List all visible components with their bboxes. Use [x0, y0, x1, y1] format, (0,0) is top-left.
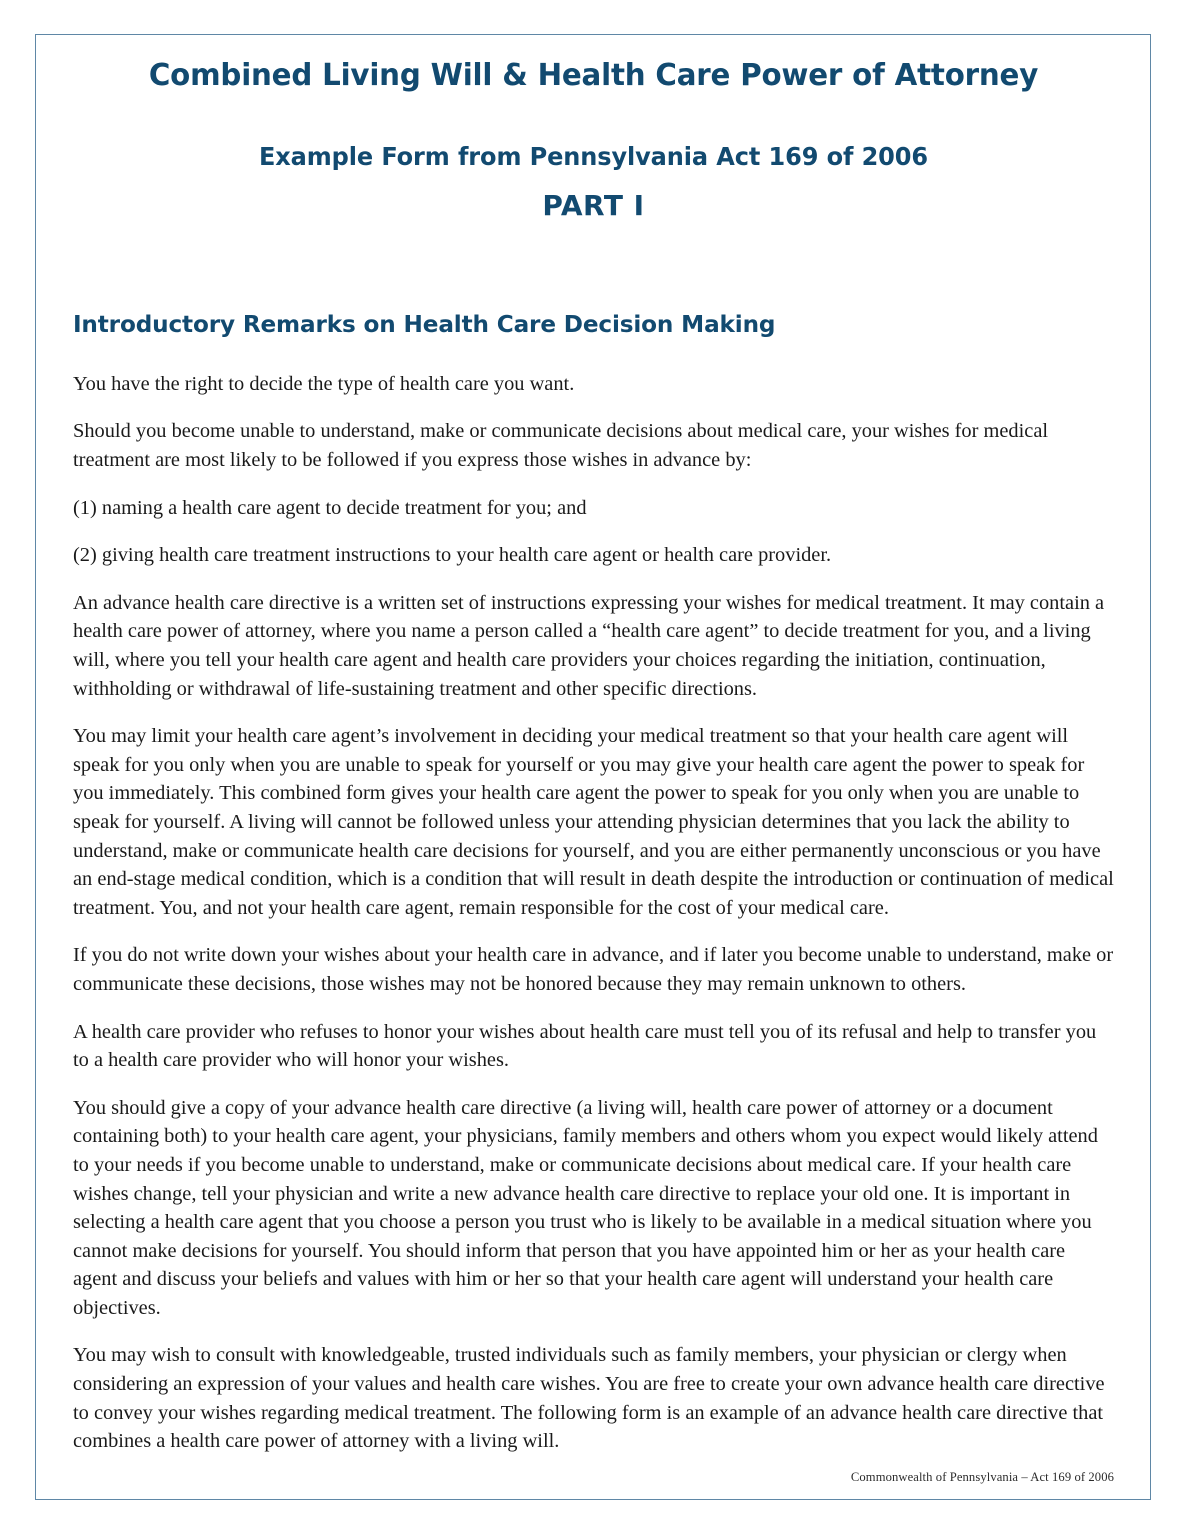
document-page — [35, 34, 1151, 1500]
footer-source-note: Commonwealth of Pennsylvania – Act 169 of 2006 — [850, 1470, 1114, 1484]
section-heading-introductory-remarks: Introductory Remarks on Health Care Decision Making — [72, 309, 776, 338]
paragraph-unable-to-understand: Should you become unable to understand, make or communicate decisions about medical care, your wishes for medical treatment are most likely to be followed if you express those wishes in advance by: — [73, 420, 1049, 472]
list-item-naming-agent: (1) naming a health care agent to decide treatment for you; and — [73, 496, 587, 519]
paragraph-not-written-down: If you do not write down your wishes about your health care in advance, and if later you become unable to understand, make or communicate these decisions, those wishes may not be honored because they may remain unknown to others. — [73, 944, 1114, 995]
document-title: Combined Living Will & Health Care Power of Attorney — [148, 58, 1039, 93]
paragraph-advance-directive: An advance health care directive is a written set of instructions expressing your wishes for medical treatment. It may contain a health care power of attorney, where you name a person called a “health care agent” to decide treatment for you, and a living will, where you tell your health care agent and health care providers your choices regarding the initiation, continuation, withholding or withdrawal of life-sustaining treatment and other specific directions. — [73, 591, 1105, 700]
paragraph-provider-refusal: A health care provider who refuses to honor your wishes about health care must tell you of its refusal and help to transfer you to a health care provider who will honor your wishes. — [73, 1020, 1097, 1072]
body-copy — [71, 338, 1116, 1456]
document-subtitle: Example Form from Pennsylvania Act 169 of 2006 — [258, 141, 929, 171]
paragraph-limit-agent: You may limit your health care agent’s involvement in deciding your medical treatment so that your health care agent will speak for you only when you are unable to speak for yourself or you may give your health care agent the power to speak for you immediately. This combined form gives your health care agent the power to speak for you only when you are unable to speak for yourself. A living will cannot be followed unless your attending physician determines that you lack the ability to understand, make or communicate health care decisions for yourself, and you are either permanently unconscious or you have an end-stage medical condition, which is a condition that will result in death despite the introduction or continuation of medical treatment. You, and not your health care agent, remain responsible for the cost of your medical care. — [73, 725, 1114, 919]
page-content-area — [36, 35, 1150, 1499]
part-label: PART I — [542, 189, 645, 223]
paragraph-consult-others: You may wish to consult with knowledgeable, trusted individuals such as family members, your physician or clergy when considering an expression of your values and health care wishes. You are free to create your own advance health care directive to convey your wishes regarding medical treatment. The following form is an example of an advance health care directive that combines a health care power of attorney with a living will. — [73, 1344, 1105, 1453]
title-block — [71, 35, 1116, 222]
paragraph-right-to-decide: You have the right to decide the type of health care you want. — [73, 372, 575, 395]
list-item-giving-instructions: (2) giving health care treatment instructions to your health care agent or health care provider. — [73, 544, 832, 567]
paragraph-give-a-copy: You should give a copy of your advance health care directive (a living will, health care power of attorney or a document containing both) to your health care agent, your physicians, family members and others whom you expect would likely attend to your needs if you become unable to understand, make or communicate decisions about medical care. If your health care wishes change, tell your physician and write a new advance health care directive to replace your old one. It is important in selecting a health care agent that you choose a person you trust who is likely to be available in a medical situation where you cannot make decisions for yourself. You should inform that person that you have appointed him or her as your health care agent and discuss your beliefs and values with him or her so that your health care agent will understand your health care objectives. — [73, 1096, 1098, 1319]
